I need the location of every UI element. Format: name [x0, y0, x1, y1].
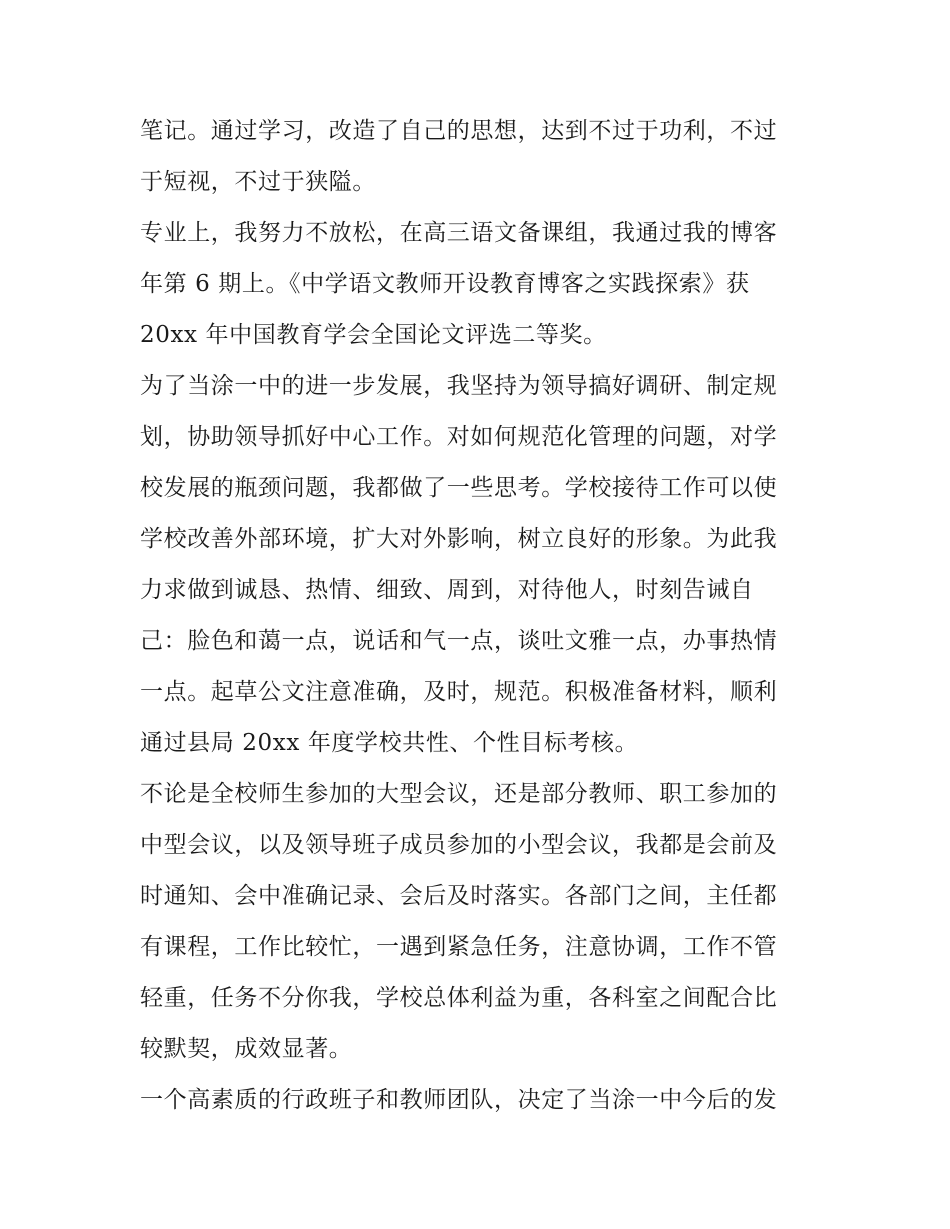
text-line: 一个高素质的行政班子和教师团队，决定了当涂一中今后的发	[140, 1087, 778, 1113]
document-body	[140, 106, 815, 1126]
text-line: 一点。起草公文注意准确，及时，规范。积极准备材料，顺利	[140, 679, 778, 705]
text-line: 有课程，工作比较忙，一遇到紧急任务，注意协调，工作不管	[140, 934, 778, 960]
text-line: 年第 6 期上。《中学语文教师开设教育博客之实践探索》获	[140, 271, 750, 297]
text-line: 不论是全校师生参加的大型会议，还是部分教师、职工参加的	[140, 781, 778, 807]
text-line: 时通知、会中准确记录、会后及时落实。各部门之间，主任都	[140, 883, 778, 909]
text-line: 己：脸色和蔼一点，说话和气一点，谈吐文雅一点，办事热情	[140, 628, 778, 654]
text-line: 专业上，我努力不放松，在高三语文备课组，我通过我的博客	[140, 220, 778, 246]
text-line: 学校改善外部环境，扩大对外影响，树立良好的形象。为此我	[140, 526, 778, 552]
text-line: 校发展的瓶颈问题，我都做了一些思考。学校接待工作可以使	[140, 475, 778, 501]
text-line: 轻重，任务不分你我，学校总体利益为重，各科室之间配合比	[140, 985, 778, 1011]
text-line: 20xx 年中国教育学会全国论文评选二等奖。	[140, 322, 607, 348]
text-line: 划，协助领导抓好中心工作。对如何规范化管理的问题，对学	[140, 424, 778, 450]
text-line: 较默契，成效显著。	[140, 1036, 353, 1062]
text-line: 中型会议，以及领导班子成员参加的小型会议，我都是会前及	[140, 832, 778, 858]
text-line: 为了当涂一中的进一步发展，我坚持为领导搞好调研、制定规	[140, 373, 778, 399]
text-line: 笔记。通过学习，改造了自己的思想，达到不过于功利，不过	[140, 118, 778, 144]
text-line: 力求做到诚恳、热情、细致、周到，对待他人，时刻告诫自	[140, 577, 754, 603]
text-line: 通过县局 20xx 年度学校共性、个性目标考核。	[140, 730, 639, 756]
text-line: 于短视，不过于狭隘。	[140, 169, 376, 195]
